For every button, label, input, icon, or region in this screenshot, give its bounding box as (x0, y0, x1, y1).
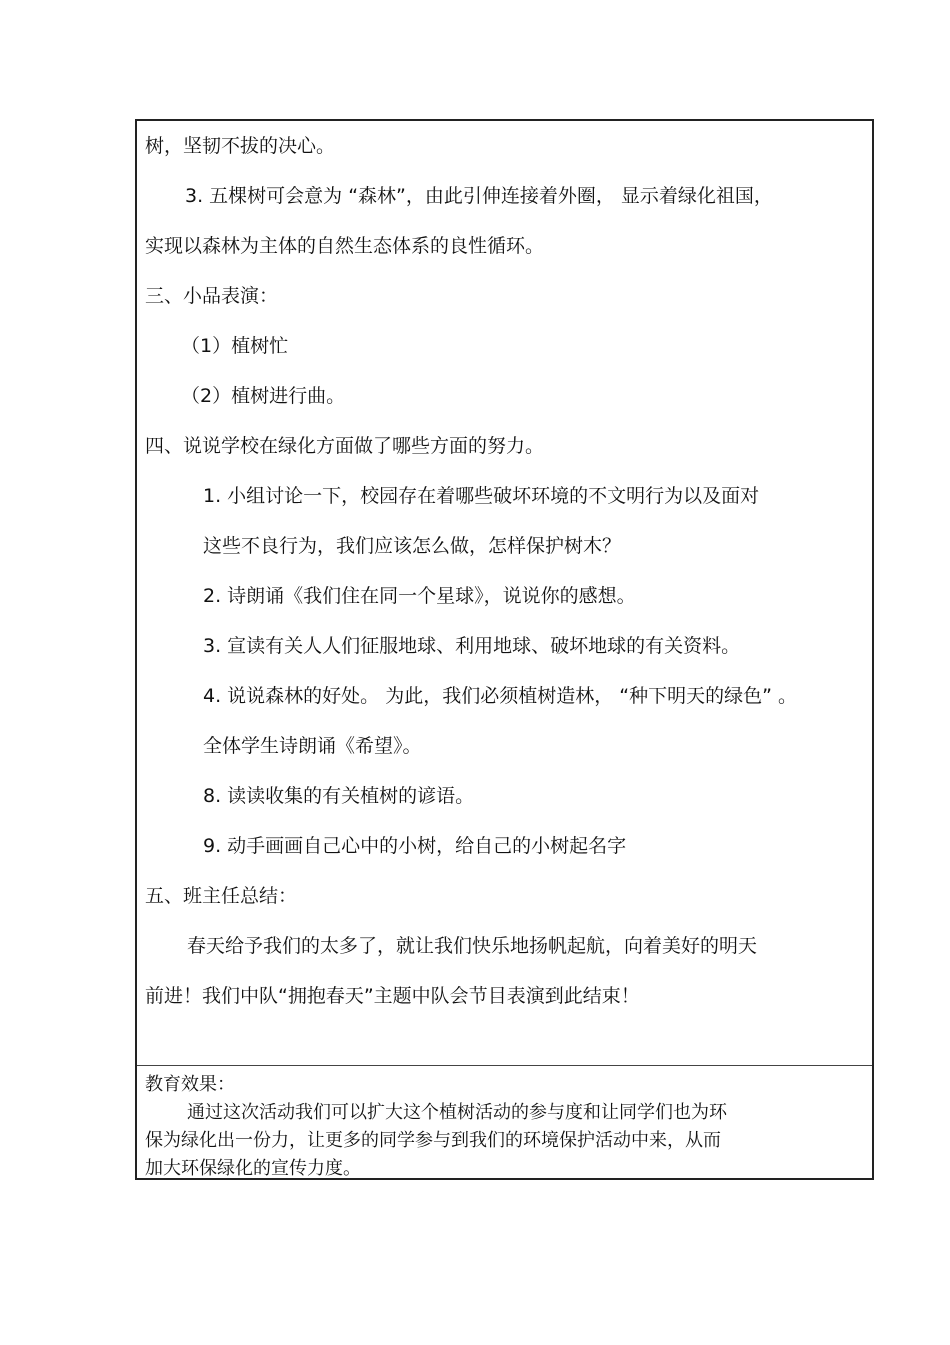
text-line: 1. 小组讨论一下，校园存在着哪些破坏环境的不文明行为以及面对 (203, 485, 760, 507)
text-line: 9. 动手画画自己心中的小树，给自己的小树起名字 (203, 835, 627, 857)
section-heading: 四、说说学校在绿化方面做了哪些方面的努力。 (145, 435, 545, 457)
text-line: （2）植树进行曲。 (181, 385, 346, 407)
text-line: 全体学生诗朗诵《希望》。 (203, 735, 422, 757)
effect-heading: 教育效果： (145, 1074, 235, 1095)
text-line: 4. 说说森林的好处。 为此，我们必须植树造林， “种下明天的绿色” 。 (203, 685, 797, 707)
effect-line: 通过这次活动我们可以扩大这个植树活动的参与度和让同学们也为环 (187, 1102, 727, 1123)
text-line: 3. 五棵树可会意为 “森林”，由此引伸连接着外圈， 显示着绿化祖国， (185, 185, 773, 207)
section-heading: 五、班主任总结： (145, 885, 298, 907)
text-line: 树，坚韧不拔的决心。 (145, 135, 336, 157)
text-line: 3. 宣读有关人人们征服地球、利用地球、破坏地球的有关资料。 (203, 635, 741, 657)
text-line: 实现以森林为主体的自然生态体系的良性循环。 (145, 235, 545, 257)
text-line: 前进！我们中队“拥抱春天”主题中队会节目表演到此结束！ (145, 985, 640, 1007)
text-line: 春天给予我们的太多了，就让我们快乐地扬帆起航，向着美好的明天 (187, 935, 758, 957)
text-line: 2. 诗朗诵《我们住在同一个星球》，说说你的感想。 (203, 585, 636, 607)
row-divider (137, 1065, 872, 1066)
text-line: 8. 读读收集的有关植树的谚语。 (203, 785, 475, 807)
effect-line: 加大环保绿化的宣传力度。 (145, 1158, 361, 1179)
text-line: 这些不良行为，我们应该怎么做，怎样保护树木？ (203, 535, 622, 557)
activity-table (135, 119, 874, 1180)
effect-line: 保为绿化出一份力，让更多的同学参与到我们的环境保护活动中来，从而 (145, 1130, 721, 1151)
text-line: （1）植树忙 (181, 335, 289, 357)
section-heading: 三、小品表演： (145, 285, 279, 307)
